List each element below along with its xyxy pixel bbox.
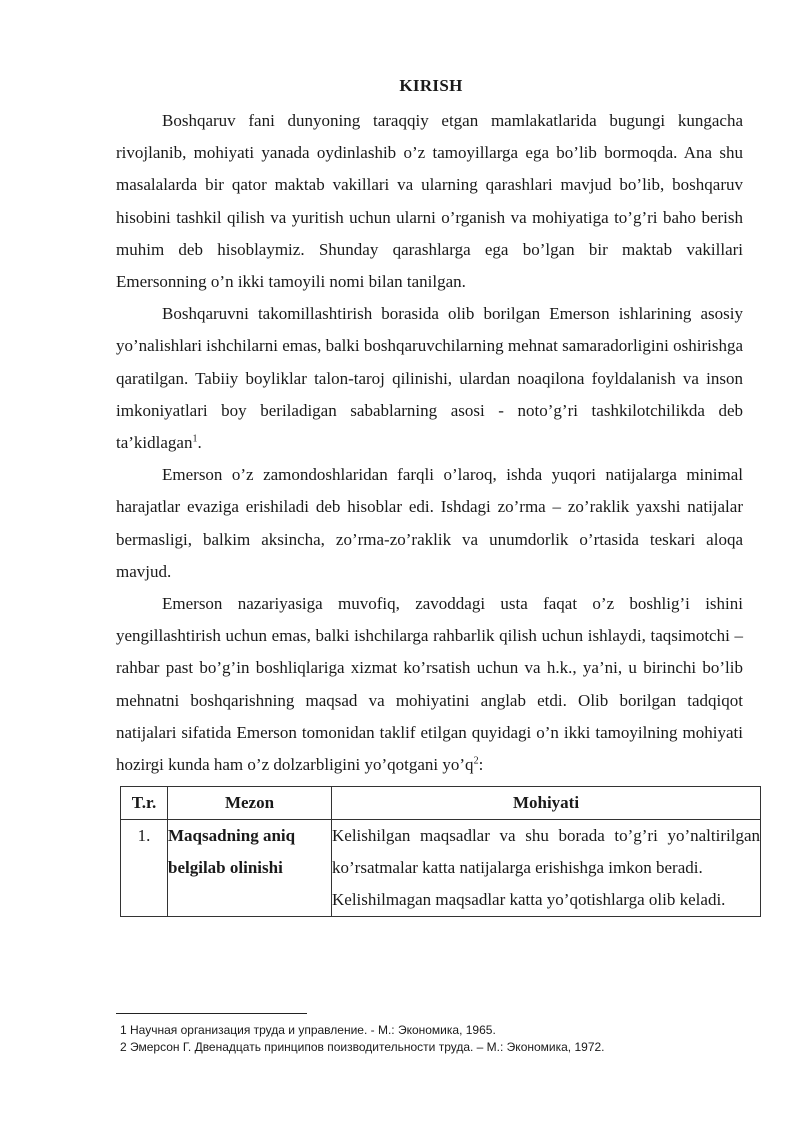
footnote-2: 2 Эмерсон Г. Двенадцать принципов поизводительности труда. – М.: Экономика, 1972. bbox=[120, 1040, 605, 1054]
row-mezon: Maqsadning aniq belgilab olinishi bbox=[168, 820, 332, 917]
row-mohiyat bbox=[332, 820, 761, 917]
paragraph-1 bbox=[116, 105, 743, 298]
header-number: T.r. bbox=[121, 787, 168, 820]
principles-table bbox=[120, 786, 761, 917]
row-number: 1. bbox=[121, 820, 168, 917]
footnote-ref-1[interactable]: 1 bbox=[192, 433, 198, 445]
paragraph-4 bbox=[116, 588, 743, 781]
paragraph-2 bbox=[116, 298, 743, 459]
row-mohiyat-line-1: Kelishilgan maqsadlar va shu borada to’g’ri yo’naltirilgan ko’rsatmalar katta natijalarga erishishga imkon beradi. bbox=[332, 826, 760, 877]
footnote-ref-2[interactable]: 2 bbox=[473, 755, 479, 767]
page-title: KIRISH bbox=[399, 76, 463, 95]
paragraph-2-end: . bbox=[197, 433, 202, 453]
paragraph-4-text: Emerson nazariyasiga muvofiq, zavoddagi usta faqat o’z boshlig’i ishini yengillashtirish uchun emas, balki ishchilarga rahbarlik qilish uchun ishlaydi, taqsimotchi – rahbar past bo’g’in boshliqlariga xizmat ko’rsatish uchun va h.k., ya’ni, u birinchi bo’lib mehnatni boshqarishning maqsad va mohiyatini anglab etdi. Olib borilgan tadqiqot natijalari sifatida Emerson tomonidan taklif etilgan quyidagi o’n ikki tamoyilning mohiyati hozirgi kunda ham o’z dolzarbligini yo’qotgani yo’q bbox=[116, 594, 743, 775]
body-text bbox=[116, 105, 743, 781]
footnote-separator bbox=[116, 1013, 307, 1014]
paragraph-4-end: : bbox=[478, 755, 484, 775]
table-header-row bbox=[121, 787, 761, 820]
row-mohiyat-line-2: Kelishilmagan maqsadlar katta yo’qotishlarga olib keladi. bbox=[332, 890, 726, 909]
footnotes bbox=[120, 1022, 605, 1056]
paragraph-2-text: Boshqaruvni takomillashtirish borasida olib borilgan Emerson ishlarining asosiy yo’nalishlari ishchilarni emas, balki boshqaruvchilarning mehnat samaradorligini oshirishga qaratilgan. Tabiiy boyliklar talon-taroj qilinishi, ulardan noaqilona foyldalanish va inson imkoniyatlari boy beriladigan sabablarning asosi - noto’g’ri tashkilotchilikda deb ta’kidlagan bbox=[116, 304, 743, 453]
table-row bbox=[121, 820, 761, 917]
header-mohiyati: Mohiyati bbox=[332, 787, 761, 820]
header-mezon: Mezon bbox=[168, 787, 332, 820]
paragraph-1-text: Boshqaruv fani dunyoning taraqqiy etgan mamlakatlarida bugungi kungacha rivojlanib, mohiyati yanada oydinlashib o’z tamoyillarga ega bo’lib bormoqda. Ana shu masalalarda bir qator maktab vakillari va ularning qarashlari mavjud bo’lib, boshqaruv hisobini tashkil qilish va yuritish uchun ularni o’rganish va mohiyatiga to’g’ri baho berish muhim deb hisoblaymiz. Shunday qarashlarga ega bo’lgan bir maktab vakillari Emersonning o’n ikki tamoyili nomi bilan tanilgan. bbox=[116, 111, 743, 292]
paragraph-3-text: Emerson o’z zamondoshlaridan farqli o’laroq, ishda yuqori natijalarga minimal harajatlar evaziga erishiladi deb hisoblar edi. Ishdagi zo’rma – zo’raklik yaxshi natijalar bermasligi, balkim aksincha, zo’rma-zo’raklik va unumdorlik o’rtasida teskari aloqa mavjud. bbox=[116, 465, 743, 581]
footnote-1: 1 Научная организация труда и управление. - М.: Экономика, 1965. bbox=[120, 1023, 496, 1037]
paragraph-3 bbox=[116, 459, 743, 588]
